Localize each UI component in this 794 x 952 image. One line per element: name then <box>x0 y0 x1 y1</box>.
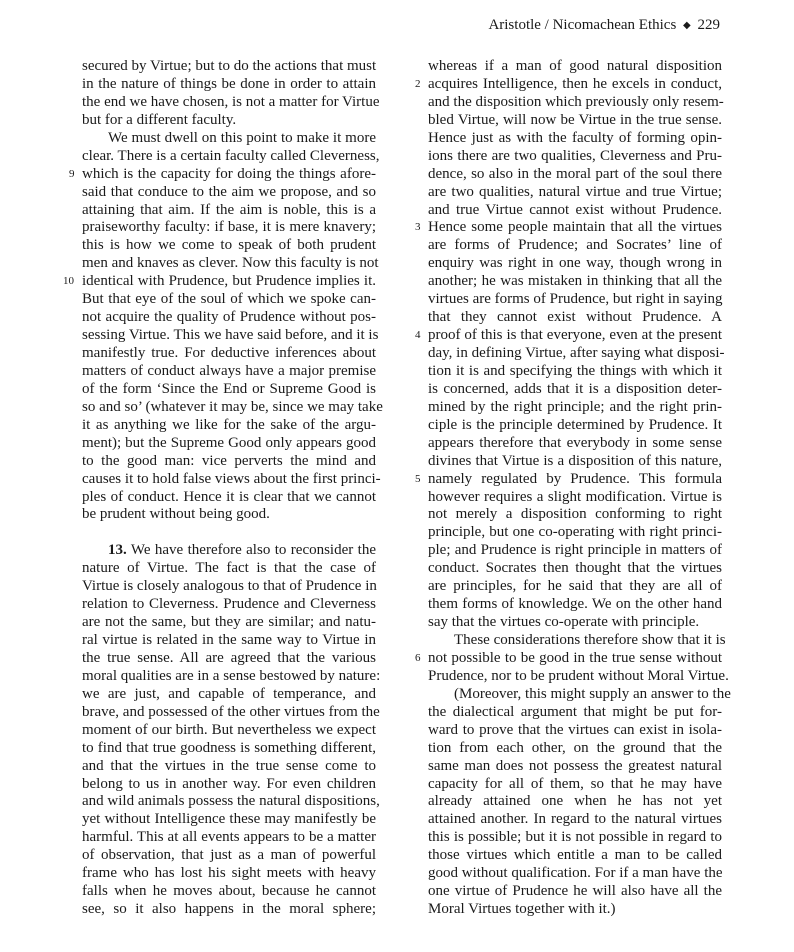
text-line <box>82 542 376 560</box>
text-line <box>82 883 376 901</box>
line-text: tion from each other, on the ground that the <box>428 739 722 756</box>
text-line <box>428 776 722 794</box>
line-text: principle, but one co-operating with right princi- <box>428 524 722 541</box>
text-line <box>82 901 376 919</box>
text-line <box>82 793 380 811</box>
line-text: attaining that aim. If the aim is noble, this is a <box>82 201 376 218</box>
line-text: one virtue of Prudence he will also have all the <box>428 883 722 900</box>
line-text: Hence some people maintain that all the virtues <box>428 219 722 236</box>
line-text: belong to us in another way. For even children <box>82 775 376 792</box>
line-text: ions there are two qualities, Cleverness and Pru- <box>428 147 722 164</box>
line-text: and wild animals possess the natural dispositions, <box>82 793 380 810</box>
text-line <box>428 578 722 596</box>
text-line <box>428 453 722 471</box>
line-text: are not the same, but they are similar; and natu- <box>82 614 376 631</box>
line-text: say that the virtues co-operate with principle. <box>428 614 700 631</box>
line-text: But that eye of the soul of which we spoke can- <box>82 291 376 308</box>
line-text: enquiry was right in one way, though wrong in <box>428 255 722 272</box>
section-number: 13. <box>108 542 127 559</box>
text-line <box>82 219 376 237</box>
text-line <box>82 829 376 847</box>
text-line <box>428 811 722 829</box>
text-line <box>82 363 376 381</box>
text-line <box>428 291 722 309</box>
line-text: matters of conduct always have a major premise <box>82 362 376 379</box>
text-line <box>415 219 722 237</box>
text-line <box>82 309 376 327</box>
text-line <box>82 722 376 740</box>
text-line <box>82 58 376 76</box>
line-text: manifestly true. For deductive inferences about <box>82 345 376 361</box>
line-text: praiseworthy faculty: if base, it is mere knavery; <box>82 219 376 236</box>
text-line <box>82 435 376 453</box>
text-line <box>428 542 722 560</box>
line-text: clear. There is a certain faculty called Cleverness, <box>82 147 380 164</box>
text-line <box>428 614 722 632</box>
text-line <box>82 811 376 829</box>
line-text: so and so’ (whatever it may be, since we may take <box>82 398 383 415</box>
text-line <box>428 489 722 507</box>
line-text: to find that true goodness is something different, <box>82 739 376 756</box>
line-text: are principles, for he said that they are all of <box>428 578 722 595</box>
text-line <box>428 381 722 399</box>
text-line <box>82 489 376 507</box>
line-text: attained another. In regard to the natural virtues <box>428 811 722 828</box>
line-text: Hence just as with the faculty of forming opin- <box>428 129 722 146</box>
text-line <box>82 740 376 758</box>
text-line <box>428 202 722 220</box>
text-line <box>82 847 376 865</box>
line-text: We have therefore also to reconsider the <box>126 542 376 559</box>
section-marginal-number: 9 <box>69 167 75 180</box>
line-text: however requires a slight modification. Virtue is <box>428 488 722 505</box>
text-line <box>428 685 731 704</box>
line-text: bled Virtue, will now be Virtue in the true sense. <box>428 111 722 128</box>
line-text: be prudent without being good. <box>82 506 270 523</box>
text-line <box>428 255 722 273</box>
line-text: the true sense. All are agreed that the various <box>82 649 376 666</box>
line-text: ment); but the Supreme Good only appears good <box>82 434 376 451</box>
line-text: brave, and possessed of the other virtues from the <box>82 703 380 720</box>
text-line <box>428 148 722 166</box>
line-text: virtues are forms of Prudence, but right in saying <box>428 291 723 308</box>
line-text: them forms of knowledge. We on the other hand <box>428 596 722 613</box>
section-marginal-number: 4 <box>415 329 421 342</box>
text-line <box>428 58 722 76</box>
text-line <box>428 130 722 148</box>
text-line <box>82 758 376 776</box>
line-text: identical with Prudence, but Prudence implies it. <box>82 273 376 290</box>
text-line <box>82 93 380 112</box>
text-line <box>82 453 376 471</box>
line-text: and true Virtue cannot exist without Prudence. <box>428 201 722 218</box>
line-text: acquires Intelligence, then he excels in conduct, <box>428 75 722 92</box>
section-marginal-number: 2 <box>415 77 421 90</box>
line-text: tion it is and specifying the things with which it <box>428 362 722 379</box>
line-text: ple; and Prudence is right principle in matters of <box>428 542 722 559</box>
text-line <box>82 291 376 309</box>
line-text: and the disposition which previously only resem- <box>428 93 724 110</box>
line-text: harmful. This at all events appears to be a matter <box>82 829 376 846</box>
text-line <box>428 273 722 291</box>
text-line <box>428 112 722 130</box>
text-line <box>428 901 722 919</box>
diamond-ornament-icon: ◆ <box>683 20 691 31</box>
line-text: are forms of Prudence; and Socrates’ line of <box>428 237 722 254</box>
page-number: 229 <box>697 17 720 33</box>
line-text: and that the virtues in the true sense come to <box>82 757 376 774</box>
line-text: whereas if a man of good natural disposition <box>428 58 722 74</box>
text-line <box>82 345 376 363</box>
line-text: appears therefore that everybody in some sense <box>428 434 722 451</box>
text-line <box>428 94 722 112</box>
text-line <box>428 435 722 453</box>
line-text: ral virtue is related in the same way to Virtue in <box>82 632 376 648</box>
line-text: is concerned, adds that it is a disposition deter- <box>428 380 722 397</box>
text-line <box>428 184 722 202</box>
text-line <box>415 470 722 489</box>
line-text: to the good man: vice perverts the mind and <box>82 452 376 469</box>
line-text: not possible to be good in the true sense without <box>428 649 722 666</box>
text-line <box>428 758 722 776</box>
line-text: another; he was mistaken in thinking that all the <box>428 273 722 290</box>
line-text: ciple is the principle determined by Prudence. It <box>428 416 722 433</box>
section-marginal-number: 5 <box>415 472 421 485</box>
section-marginal-number: 6 <box>415 651 421 664</box>
text-line <box>82 632 376 650</box>
line-text: of the form ‘Since the End or Supreme Good is <box>82 380 376 397</box>
text-line <box>82 560 376 578</box>
line-text: namely regulated by Prudence. This formula <box>428 470 722 487</box>
line-text: are two qualities, natural virtue and true Virtue; <box>428 183 722 200</box>
text-line <box>82 398 383 417</box>
text-line <box>428 524 722 542</box>
text-line <box>82 596 376 614</box>
line-text: this is how we come to speak of both prudent <box>82 237 376 254</box>
text-line <box>82 703 380 722</box>
line-text: causes it to hold false views about the first princi- <box>82 470 381 487</box>
text-line <box>82 76 376 94</box>
text-line <box>82 614 376 632</box>
text-line <box>82 202 376 220</box>
text-line <box>428 417 722 435</box>
line-text: Prudence, nor to be prudent without Moral Virtue. <box>428 667 729 684</box>
line-text: yet without Intelligence these may manifestly be <box>82 811 376 828</box>
text-line <box>428 847 722 865</box>
running-header <box>488 17 720 34</box>
text-line <box>82 255 379 273</box>
line-text: frame who has lost his sight meets with heavy <box>82 865 376 882</box>
text-line <box>82 184 376 202</box>
text-line <box>428 363 722 381</box>
text-line <box>82 506 376 524</box>
line-text: of observation, that just as a man of powerful <box>82 847 376 864</box>
text-line <box>69 165 376 184</box>
text-line <box>415 75 722 94</box>
line-text: said that conduce to the aim we propose, and so <box>82 183 376 200</box>
line-text: falls when he moves about, because he cannot <box>82 883 376 900</box>
text-line <box>82 686 376 704</box>
text-line <box>428 560 722 578</box>
line-text: not acquire the quality of Prudence without pos- <box>82 309 376 326</box>
line-text: relation to Cleverness. Prudence and Cleverness <box>82 596 376 613</box>
line-text: the end we have chosen, is not a matter for Virtue <box>82 93 380 110</box>
text-line <box>82 667 381 686</box>
line-text: divines that Virtue is a disposition of this nature, <box>428 452 722 469</box>
line-text: secured by Virtue; but to do the actions that must <box>82 58 377 74</box>
text-line <box>415 649 722 668</box>
text-line <box>82 130 376 148</box>
line-text: moment of our birth. But nevertheless we expect <box>82 721 376 738</box>
line-text: good without qualification. For if a man have the <box>428 865 723 882</box>
section-marginal-number: 10 <box>63 275 74 288</box>
line-text: ward to prove that the virtues can exist in isola- <box>428 721 722 738</box>
line-text: not merely a disposition conforming to right <box>428 506 722 523</box>
text-line <box>428 596 722 614</box>
line-text: same man does not possess the greatest natural <box>428 757 722 774</box>
text-line <box>82 112 376 130</box>
text-line <box>82 237 376 255</box>
text-line <box>415 327 722 345</box>
line-text: in the nature of things be done in order to attain <box>82 75 376 92</box>
text-line <box>82 147 380 166</box>
line-text: day, in defining Virtue, after saying what disposi- <box>428 345 725 361</box>
text-line <box>82 865 376 883</box>
line-text: capacity for all of them, so that he may have <box>428 775 722 792</box>
line-text: dence, so also in the moral part of the soul there <box>428 165 722 182</box>
text-line <box>428 722 722 740</box>
line-text: ples of conduct. Hence it is clear that we cannot <box>82 488 376 505</box>
text-line <box>82 578 376 596</box>
text-line <box>428 793 722 811</box>
text-line <box>82 381 376 399</box>
text-line <box>82 776 376 794</box>
line-text: (Moreover, this might supply an answer to the <box>454 685 731 702</box>
line-text: see, so it also happens in the moral sphere; <box>82 901 376 918</box>
text-line <box>428 166 722 184</box>
line-text: but for a different faculty. <box>82 111 237 128</box>
text-line <box>428 883 722 901</box>
line-text: the dialectical argument that might be put for- <box>428 703 722 720</box>
text-line <box>428 667 729 686</box>
line-text: moral qualities are in a sense bestowed by nature: <box>82 667 381 684</box>
text-line <box>428 632 726 650</box>
text-line <box>428 829 722 847</box>
line-text: Virtue is closely analogous to that of Prudence in <box>82 578 377 595</box>
line-text: These considerations therefore show that it is <box>454 632 726 648</box>
text-line <box>82 327 379 345</box>
line-text: proof of this is that everyone, even at the present <box>428 327 722 344</box>
line-text: nature of Virtue. The fact is that the case of <box>82 560 376 577</box>
right-text-column <box>415 58 731 919</box>
section-marginal-number: 3 <box>415 221 421 234</box>
text-line <box>428 865 722 883</box>
paragraph-gap <box>82 524 376 542</box>
text-line <box>428 704 722 722</box>
line-text: We must dwell on this point to make it more <box>108 129 376 146</box>
line-text: which is the capacity for doing the things afore- <box>82 165 376 182</box>
text-line <box>428 399 722 417</box>
line-text: men and knaves as clever. Now this faculty is not <box>82 255 379 272</box>
line-text: it as anything we like for the sake of the argu- <box>82 416 376 433</box>
left-text-column <box>63 58 383 919</box>
line-text: already attained one when he has not yet <box>428 793 722 810</box>
line-text: we are just, and capable of temperance, and <box>82 685 376 702</box>
text-line <box>63 273 376 291</box>
text-line <box>428 309 722 327</box>
text-line <box>428 345 725 363</box>
line-text: conduct. Socrates then thought that the virtues <box>428 560 722 577</box>
text-line <box>428 740 722 758</box>
line-text: sessing Virtue. This we have said before, and it is <box>82 327 379 344</box>
line-text: Moral Virtues together with it.) <box>428 901 616 918</box>
text-line <box>82 650 376 668</box>
text-line <box>82 417 376 435</box>
text-line <box>428 237 722 255</box>
text-line <box>82 470 381 489</box>
line-text: this is possible; but it is not possible in regard to <box>428 829 722 846</box>
line-text: that they cannot exist without Prudence. A <box>428 309 722 326</box>
text-line <box>428 506 722 524</box>
running-header-title: Aristotle / Nicomachean Ethics <box>488 17 677 33</box>
line-text: mined by the right principle; and the right prin- <box>428 398 722 415</box>
line-text: those virtues which entitle a man to be called <box>428 847 722 864</box>
